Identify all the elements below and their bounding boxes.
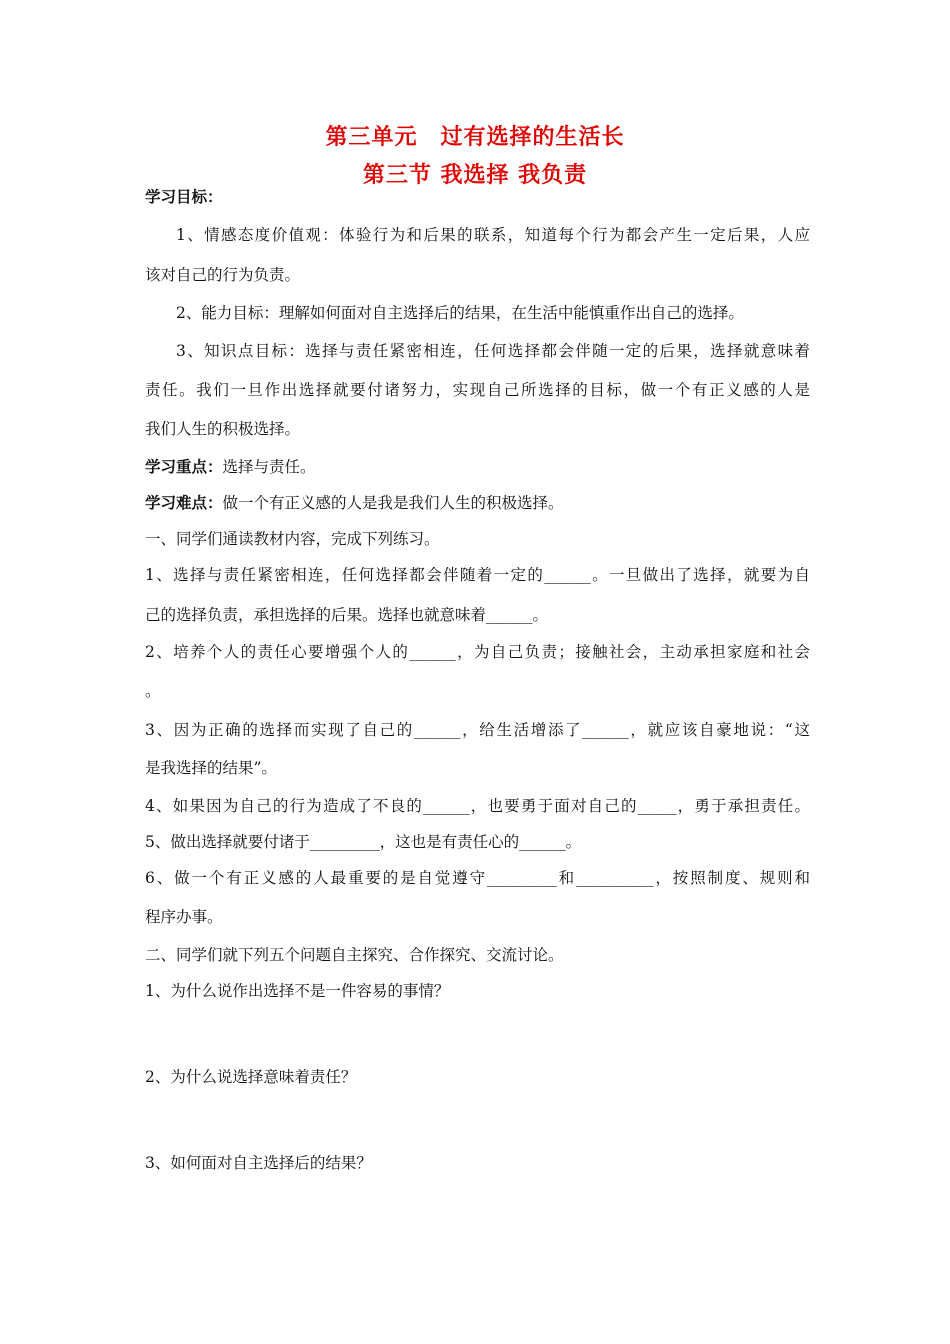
exercise-line: 5、做出选择就要付诸于_________，这也是有责任心的______。 <box>145 833 582 851</box>
key-point <box>145 456 810 478</box>
objective-1-line-1: 1、情感态度价值观：体验行为和后果的联系，知道每个行为都会产生一定后果，人应 <box>176 226 810 244</box>
exercise-line: 程序办事。 <box>145 908 223 926</box>
part1-heading: 一、同学们通读教材内容，完成下列练习。 <box>145 530 440 548</box>
difficulty <box>145 492 810 514</box>
objective-2: 2、能力目标：理解如何面对自主选择后的结果，在生活中能慎重作出自己的选择。 <box>176 304 744 322</box>
exercise-line: 3、因为正确的选择而实现了自己的______，给生活增添了______，就应该自豪地说：“这 <box>145 721 810 739</box>
question: 2、为什么说选择意味着责任？ <box>145 1068 357 1086</box>
objective-3-line-2: 责任。我们一旦作出选择就要付诸努力，实现自己所选择的目标，做一个有正义感的人是 <box>145 381 810 399</box>
objective-3-line-1: 3、知识点目标：选择与责任紧密相连，任何选择都会伴随一定的后果，选择就意味着 <box>176 342 810 360</box>
exercise-line: 2、培养个人的责任心要增强个人的______，为自己负责；接触社会，主动承担家庭和社会 <box>145 643 810 661</box>
difficulty-text: 做一个有正义感的人是我是我们人生的积极选择。 <box>222 494 564 512</box>
unit-title: 第三单元 过有选择的生活长 <box>325 125 625 150</box>
key-point-label: 学习重点： <box>145 458 223 476</box>
exercise-line: 是我选择的结果”。 <box>145 759 277 777</box>
objectives-heading: 学习目标： <box>145 188 223 206</box>
exercise-line: 4、如果因为自己的行为造成了不良的______，也要勇于面对自己的_____，勇于承担责任。 <box>145 797 810 815</box>
objective-1-line-2: 该对自己的行为负责。 <box>145 266 301 284</box>
key-point-text: 选择与责任。 <box>222 458 316 476</box>
question: 1、为什么说作出选择不是一件容易的事情？ <box>145 982 450 1000</box>
difficulty-label: 学习难点： <box>145 494 223 512</box>
exercise-line: 。 <box>145 682 161 700</box>
section-title: 第三节 我选择 我负责 <box>362 163 588 188</box>
exercise-line: 1、选择与责任紧密相连，任何选择都会伴随着一定的______。一旦做出了选择，就要为自 <box>145 566 810 584</box>
part2-heading: 二、同学们就下列五个问题自主探究、合作探究、交流讨论。 <box>145 946 564 964</box>
question: 3、如何面对自主选择后的结果？ <box>145 1154 372 1172</box>
objective-3-line-3: 我们人生的积极选择。 <box>145 420 301 438</box>
exercise-line: 己的选择负责，承担选择的后果。选择也就意味着______。 <box>145 606 549 624</box>
exercise-line: 6、做一个有正义感的人最重要的是自觉遵守_________和__________，按照制度、规则和 <box>145 869 810 887</box>
